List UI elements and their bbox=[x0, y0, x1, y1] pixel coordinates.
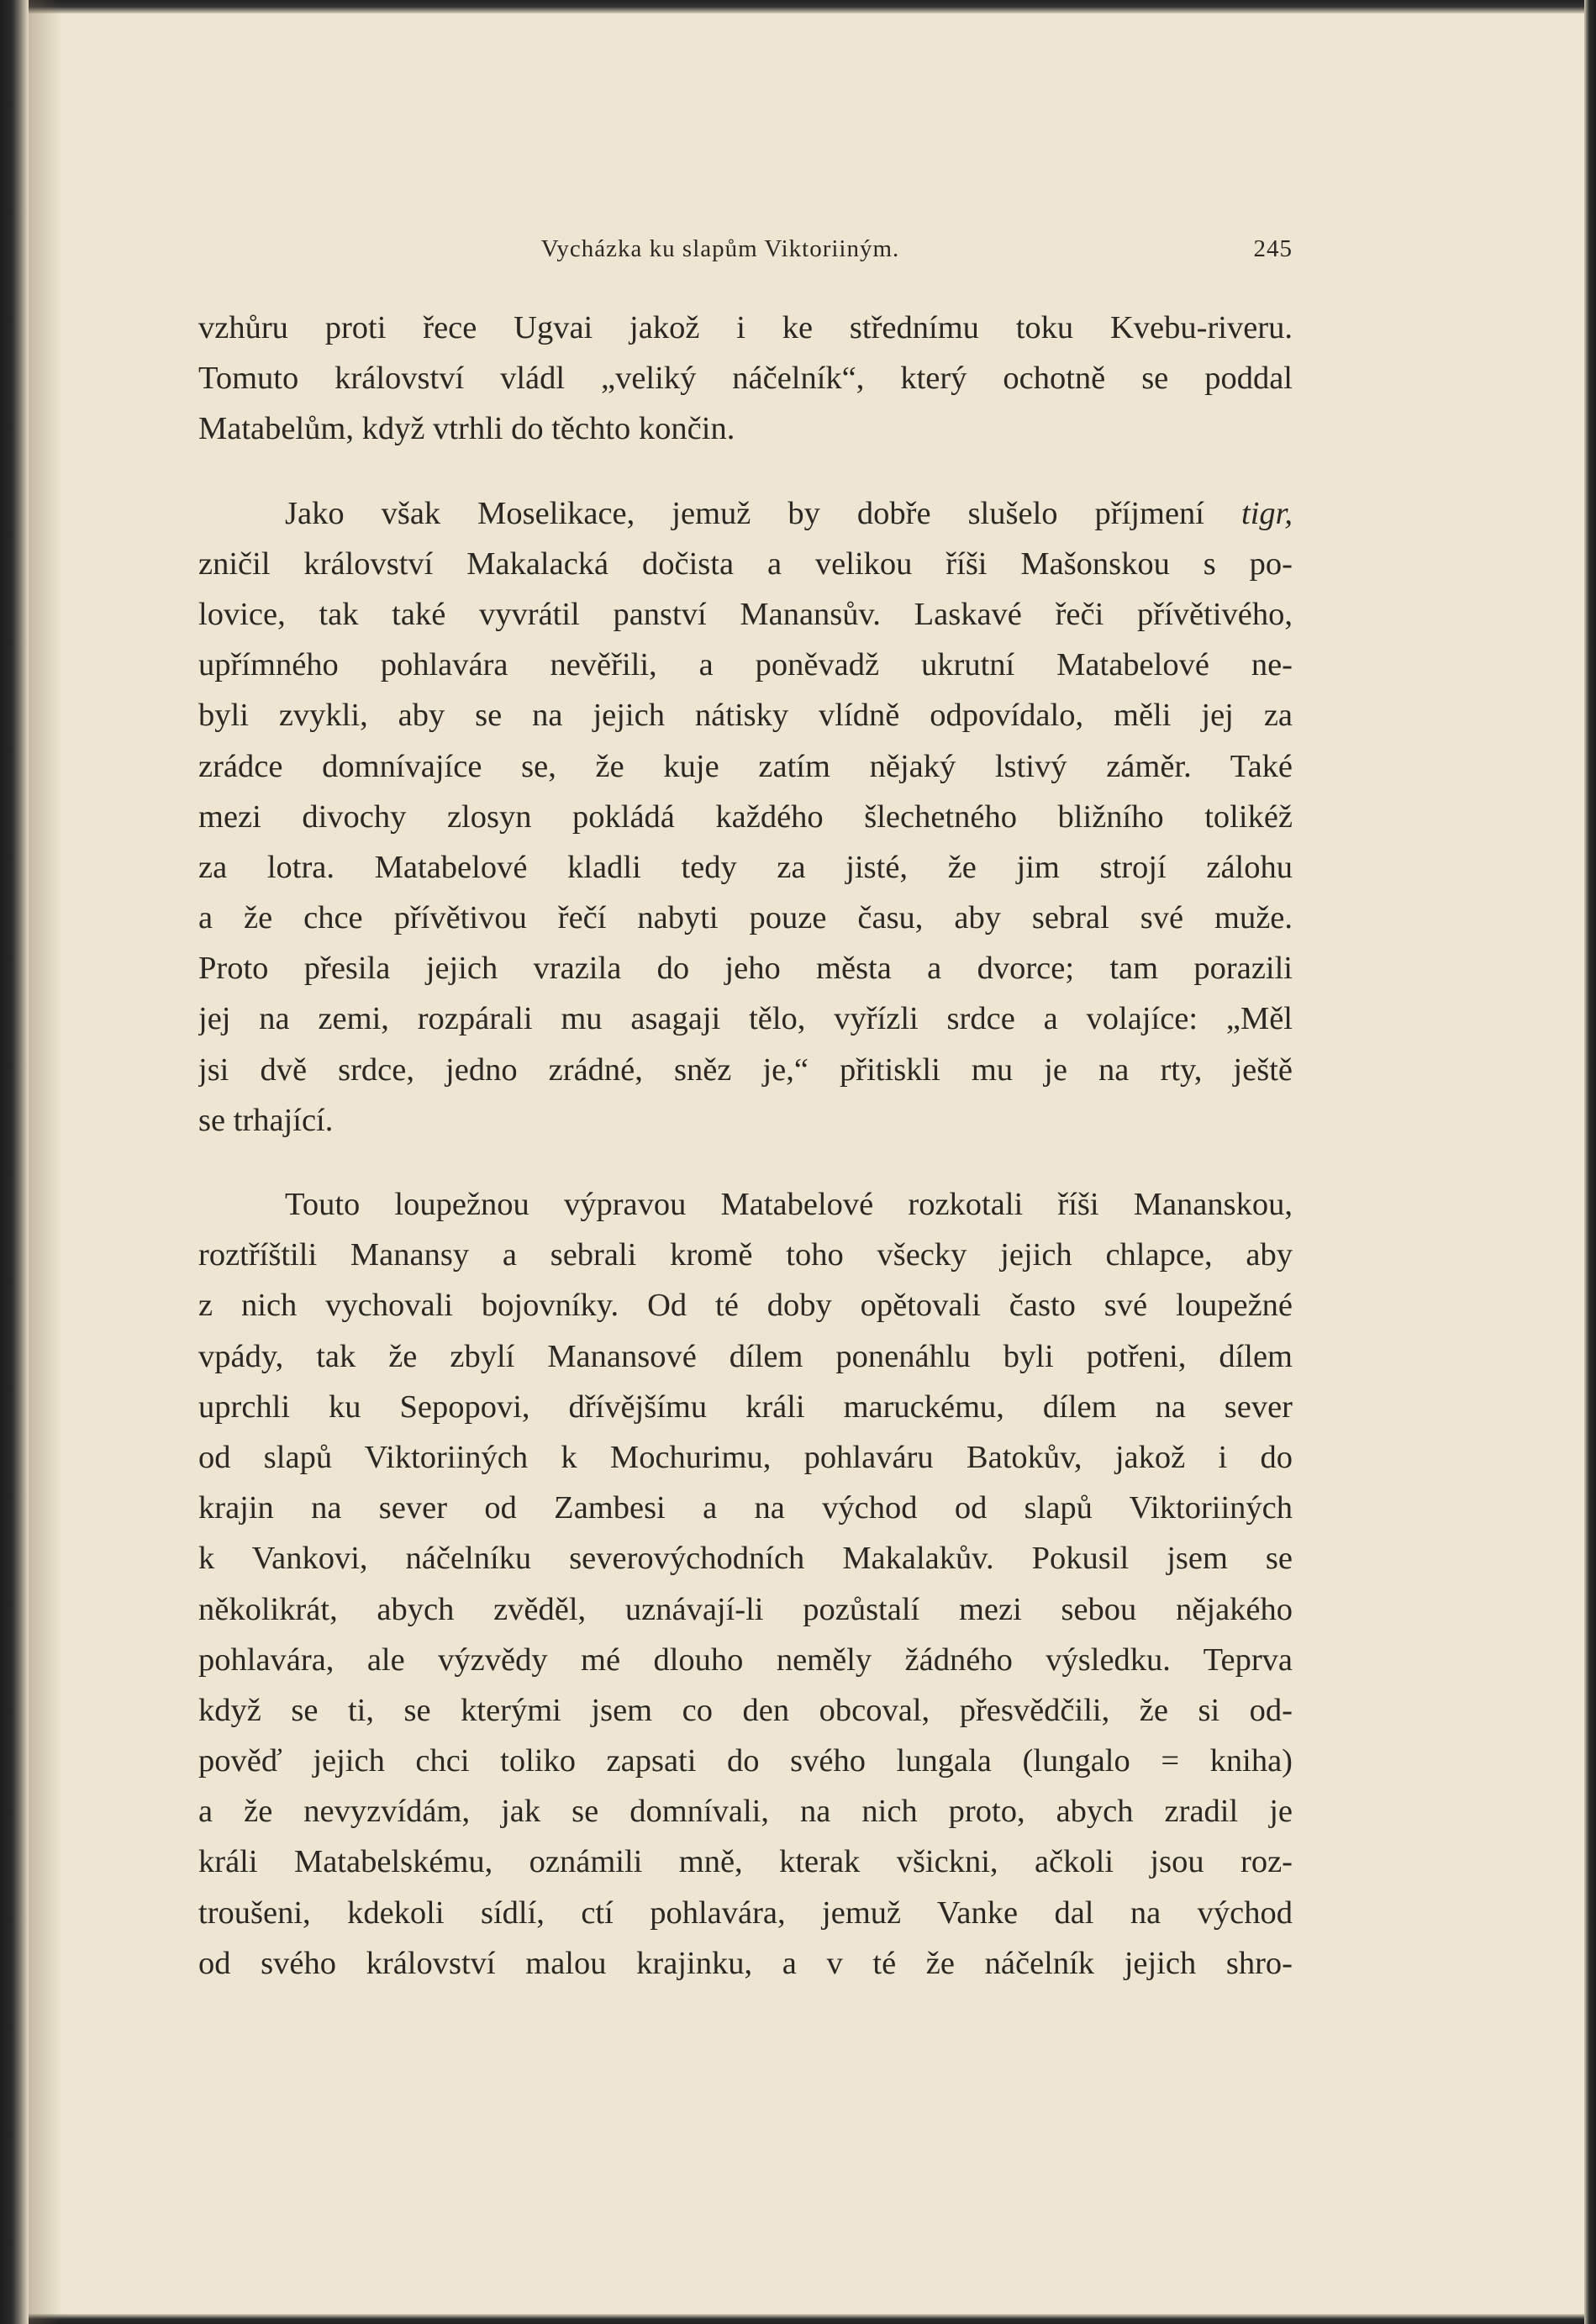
text-line: Proto přesila jejich vrazila do jeho města a dvorce; tam porazili bbox=[198, 951, 1293, 987]
text-line: jej na zemi, rozpárali mu asagaji tělo, vyřízli srdce a volajíce: „Měl bbox=[198, 1001, 1293, 1037]
text-line: za lotra. Matabelové kladli tedy za jisté, že jim strojí zálohu bbox=[198, 849, 1293, 885]
paragraph-1 bbox=[198, 303, 1293, 455]
text-line: a že nevyzvídám, jak se domnívali, na nich proto, abych zradil je bbox=[198, 1794, 1293, 1830]
body-text bbox=[198, 303, 1293, 1989]
text-line: uprchli ku Sepopovi, dřívějšímu králi maruckému, dílem na sever bbox=[198, 1389, 1293, 1425]
paragraph-2 bbox=[198, 488, 1293, 1146]
text-line: roztříštili Manansy a sebrali kromě toho všecky jejich chlapce, aby bbox=[198, 1237, 1293, 1273]
italic-word: tigr, bbox=[1241, 495, 1293, 531]
text-line: lovice, tak také vyvrátil panství Manansův. Laskavé řeči přívětivého, bbox=[198, 596, 1293, 632]
paragraph-gap bbox=[198, 1146, 1293, 1179]
text-line: Tomuto království vládl „veliký náčelník“, který ochotně se poddal bbox=[198, 361, 1293, 397]
text-line: vpády, tak že zbylí Manansové dílem ponenáhlu byli potřeni, dílem bbox=[198, 1338, 1293, 1374]
text-line: z nich vychovali bojovníky. Od té doby opětovali často své loupežné bbox=[198, 1288, 1293, 1324]
text-segment: Jako však Moselikace, jemuž by dobře slušelo příjmení bbox=[285, 495, 1204, 531]
text-line: zrádce domnívajíce se, že kuje zatím nějaký lstivý záměr. Také bbox=[198, 748, 1293, 784]
scan-border-bottom bbox=[0, 2314, 1596, 2324]
paragraph-gap bbox=[198, 455, 1293, 488]
text-line: jsi dvě srdce, jedno zrádné, sněz je,“ přitiskli mu je na rty, ještě bbox=[198, 1051, 1293, 1088]
scan-border-top bbox=[0, 0, 1596, 13]
text-line: krajin na sever od Zambesi a na východ od slapů Viktoriiných bbox=[198, 1490, 1293, 1526]
text-line: byli zvykli, aby se na jejich nátisky vlídně odpovídalo, měli jej za bbox=[198, 698, 1293, 734]
running-title: Vycházka ku slapům Viktoriiným. bbox=[540, 235, 900, 262]
text-line: Touto loupežnou výpravou Matabelové rozkotali říši Mananskou, bbox=[285, 1187, 1293, 1222]
gutter-shadow bbox=[29, 0, 62, 2324]
text-line: a že chce přívětivou řečí nabyti pouze času, aby sebral své muže. bbox=[198, 900, 1293, 936]
text-line: když se ti, se kterými jsem co den obcoval, přesvědčili, že si od- bbox=[198, 1692, 1293, 1728]
running-head bbox=[198, 227, 1293, 277]
scan-border-left bbox=[0, 0, 29, 2324]
book-page bbox=[198, 227, 1293, 1989]
text-line: k Vankovi, náčelníku severovýchodních Makalakův. Pokusil jsem se bbox=[198, 1541, 1293, 1577]
text-line-with-italic bbox=[198, 488, 1293, 539]
text-line: od slapů Viktoriiných k Mochurimu, pohlaváru Batokův, jakož i do bbox=[198, 1439, 1293, 1475]
scan-border-right bbox=[1584, 0, 1596, 2324]
text-line: vzhůru proti řece Ugvai jakož i ke střednímu toku Kvebu-riveru. bbox=[198, 310, 1293, 345]
page-number: 245 bbox=[1253, 235, 1293, 262]
text-line: pohlavára, ale výzvědy mé dlouho neměly žádného výsledku. Teprva bbox=[198, 1642, 1293, 1678]
text-line: zničil království Makalacká dočista a velikou říši Mašonskou s po- bbox=[198, 545, 1293, 582]
paragraph-3 bbox=[198, 1179, 1293, 1989]
text-line: troušeni, kdekoli sídlí, ctí pohlavára, jemuž Vanke dal na východ bbox=[198, 1895, 1293, 1931]
text-line: upřímného pohlavára nevěřili, a poněvadž ukrutní Matabelové ne- bbox=[198, 647, 1293, 683]
text-line: mezi divochy zlosyn pokládá každého šlechetného bližního tolikéž bbox=[198, 798, 1293, 835]
text-line: pověď jejich chci toliko zapsati do svého lungala (lungalo = kniha) bbox=[198, 1743, 1293, 1779]
text-line: od svého království malou krajinku, a v té že náčelník jejich shro- bbox=[198, 1945, 1293, 1981]
text-line: se trhající. bbox=[198, 1102, 334, 1138]
text-line: Matabelům, když vtrhli do těchto končin. bbox=[198, 411, 735, 447]
text-line: několikrát, abych zvěděl, uznávají-li pozůstalí mezi sebou nějakého bbox=[198, 1591, 1293, 1627]
text-line: králi Matabelskému, oznámili mně, kterak všickni, ačkoli jsou roz- bbox=[198, 1844, 1293, 1880]
